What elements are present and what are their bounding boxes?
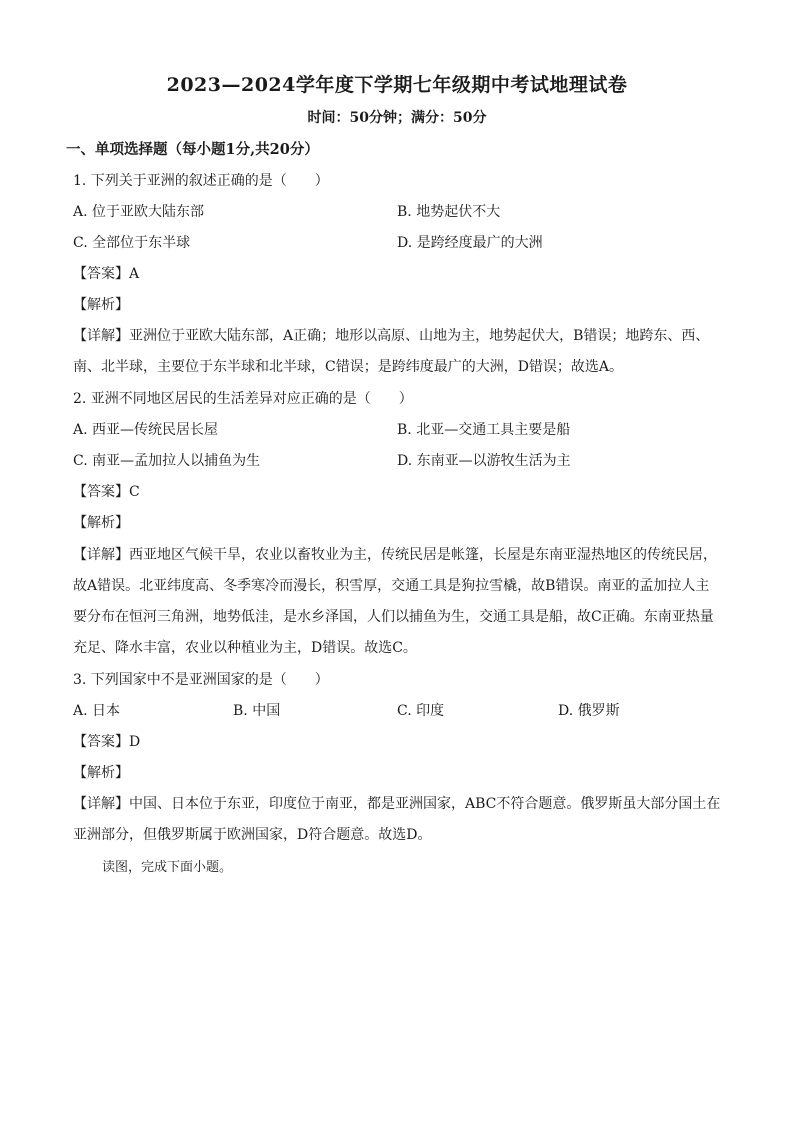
question-2-analysis-label: 【解析】 <box>73 515 129 531</box>
question-3-analysis-label: 【解析】 <box>73 765 129 781</box>
section-heading: 一、单项选择题（每小题1分,共20分） <box>66 141 319 158</box>
question-2-detail-line-1: 【详解】西亚地区气候干旱，农业以畜牧业为主，传统民居是帐篷，长屋是东南亚湿热地区的传统民居， <box>73 547 717 563</box>
question-1-analysis-label: 【解析】 <box>73 297 129 313</box>
page-title: 2023—2024学年度下学期七年级期中考试地理试卷 <box>166 74 628 96</box>
question-1-option-a: A. 位于亚欧大陆东部 <box>73 204 205 220</box>
question-2-detail-line-4: 充足、降水丰富，农业以种植业为主，D错误。故选C。 <box>73 640 417 656</box>
question-1-option-c: C. 全部位于东半球 <box>73 235 191 251</box>
question-3-detail-line-1: 【详解】中国、日本位于东亚，印度位于南亚，都是亚洲国家，ABC不符合题意。俄罗斯虽大部分国土在 <box>73 796 721 812</box>
map-reading-instruction: 读图，完成下面小题。 <box>102 860 233 875</box>
question-3-option-c: C. 印度 <box>397 703 445 719</box>
question-1-detail-line-2: 南、北半球，主要位于东半球和北半球，C错误；是跨纬度最广的大洲，D错误；故选A。 <box>73 359 624 375</box>
question-3-detail-line-2: 亚洲部分，但俄罗斯属于欧洲国家，D符合题意。故选D。 <box>73 827 432 843</box>
question-1-detail-line-1: 【详解】亚洲位于亚欧大陆东部，A正确；地形以高原、山地为主，地势起伏大，B错误；地跨东、西、 <box>73 328 710 344</box>
question-3-option-d: D. 俄罗斯 <box>558 703 620 719</box>
question-3-stem: 3. 下列国家中不是亚洲国家的是（ ） <box>73 672 329 688</box>
question-1-option-b: B. 地势起伏不大 <box>397 204 501 220</box>
question-2-option-b: B. 北亚—交通工具主要是船 <box>397 422 571 438</box>
question-1-option-d: D. 是跨经度最广的大洲 <box>397 235 543 251</box>
question-2-option-d: D. 东南亚—以游牧生活为主 <box>397 453 571 469</box>
question-2-stem: 2. 亚洲不同地区居民的生活差异对应正确的是（ ） <box>73 391 413 407</box>
question-1-answer: 【答案】A <box>73 266 140 282</box>
question-3-answer: 【答案】D <box>73 734 141 750</box>
question-2-option-a: A. 西亚—传统民居长屋 <box>73 422 219 438</box>
question-1-stem: 1. 下列关于亚洲的叙述正确的是（ ） <box>73 173 329 189</box>
question-3-option-a: A. 日本 <box>73 703 121 719</box>
exam-time-score: 时间：50分钟；满分：50分 <box>307 110 487 126</box>
question-3-option-b: B. 中国 <box>233 703 281 719</box>
question-2-detail-line-2: 故A错误。北亚纬度高、冬季寒冷而漫长，积雪厚，交通工具是狗拉雪橇，故B错误。南亚的孟加拉人主 <box>73 578 710 594</box>
question-2-answer: 【答案】C <box>73 484 140 500</box>
question-2-detail-line-3: 要分布在恒河三角洲，地势低洼，是水乡泽国，人们以捕鱼为生，交通工具是船，故C正确。东南亚热量 <box>73 609 714 625</box>
question-2-option-c: C. 南亚—孟加拉人以捕鱼为生 <box>73 453 261 469</box>
